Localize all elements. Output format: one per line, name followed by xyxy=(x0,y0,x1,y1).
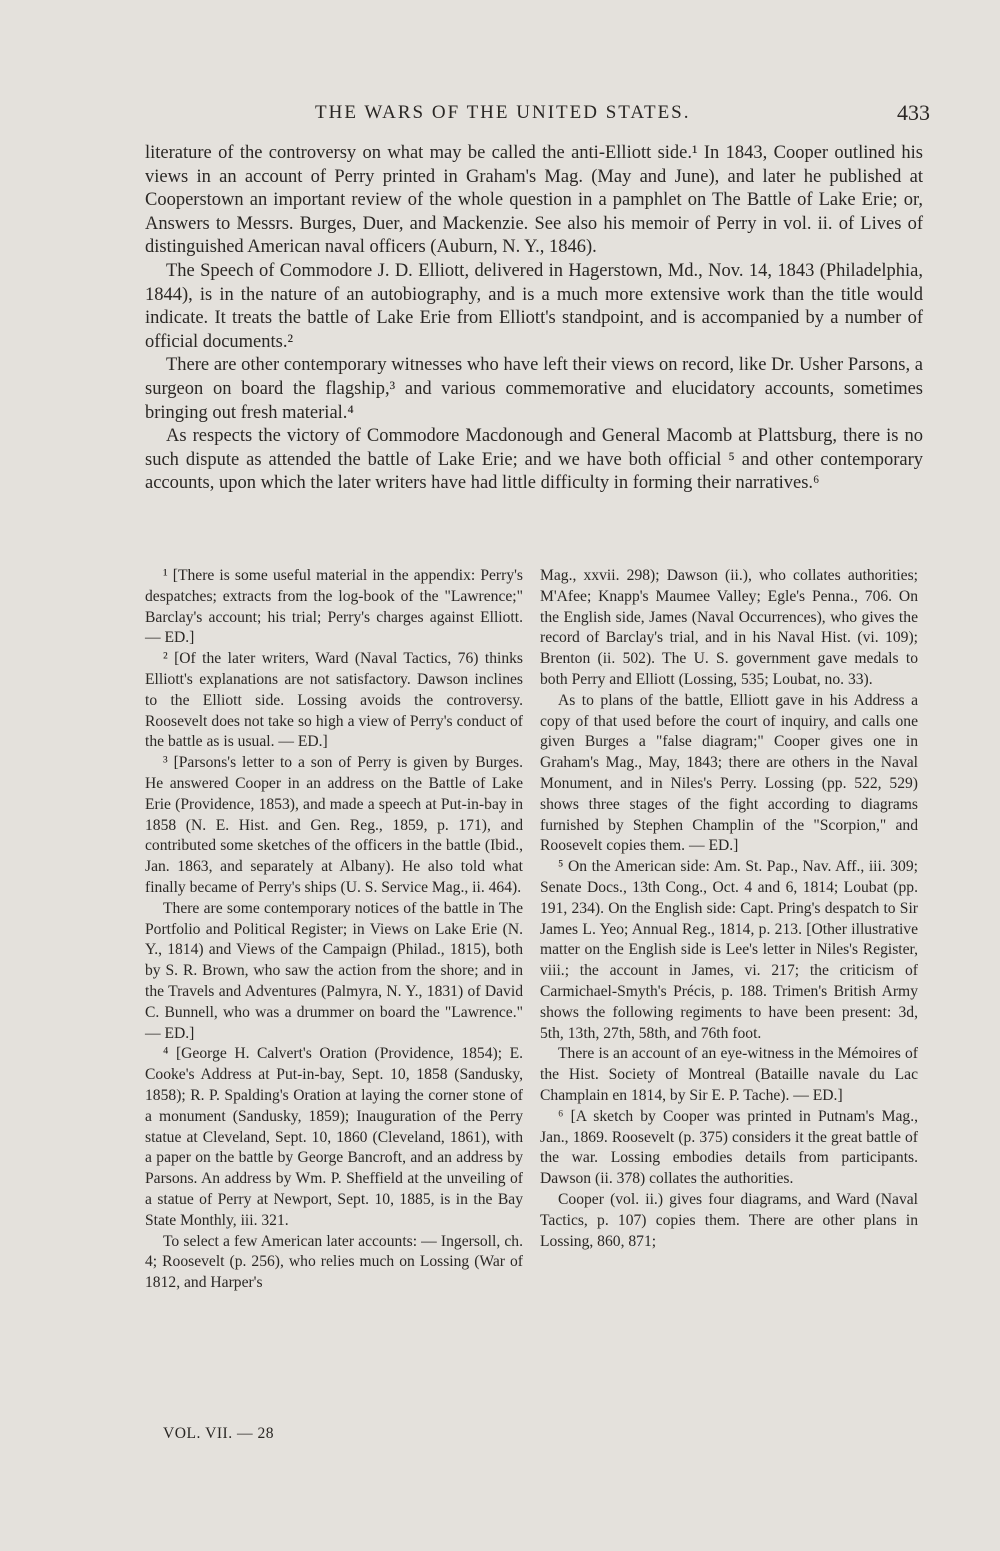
paragraph: There are other contemporary witnesses who have left their views on record, like Dr. Usher Parsons, a surgeon on board the flagship,³ and various commemorative and elucidatory accounts, sometimes bringing out fresh material.⁴ xyxy=(145,355,923,423)
signature-mark: VOL. VII. — 28 xyxy=(163,1425,275,1442)
main-text xyxy=(145,142,923,496)
page-number: 433 xyxy=(897,100,930,125)
footnote: ⁴ [George H. Calvert's Oration (Providence, 1854); E. Cooke's Address at Put-in-bay, Sept. 10, 1858 (Sandusky, 1858); R. P. Spalding's Oration at laying the corner stone of a monument (Sandusky, 1859); Inauguration of the Perry statue at Cleveland, Sept. 10, 1860 (Cleveland, 1861), with a paper on the battle by George Bancroft, and an address by Parsons. An address by Wm. P. Sheffield at the unveiling of a statue of Perry at Newport, Sept. 10, 1885, is in the Bay State Monthly, iii. 321. xyxy=(145,1045,523,1229)
footnote: There are some contemporary notices of the battle in The Portfolio and Political Register; in Views on Lake Erie (N. Y., 1814) and Views of the Campaign (Philad., 1815), both by S. R. Brown, who saw the action from the shore; and in the Travels and Adventures (Palmyra, N. Y., 1831) of David C. Bunnell, who was a drummer on board the "Lawrence." — ED.] xyxy=(145,899,523,1042)
footnote: To select a few American later accounts: — Ingersoll, ch. 4; Roosevelt (p. 256), who relies much on Lossing (War of 1812, and Harper's xyxy=(145,1232,523,1292)
footnote: ³ [Parsons's letter to a son of Perry is given by Burges. He answered Cooper in an address on the Battle of Lake Erie (Providence, 1853), and made a speech at Put-in-bay in 1858 (N. E. Hist. and Gen. Reg., 1859, p. 171), and contributed some sketches of the officers in the battle (Ibid., Jan. 1863, and separately at Albany). He also told what finally became of Perry's ships (U. S. Service Mag., ii. 464). xyxy=(145,754,523,896)
running-head xyxy=(145,102,930,132)
footnote: There is an account of an eye-witness in the Mémoires of the Hist. Society of Montreal (Bataille navale du Lac Champlain en 1814, by Sir E. P. Tache). — ED.] xyxy=(540,1045,918,1104)
paragraph: literature of the controversy on what may be called the anti-Elliott side.¹ In 1843, Cooper outlined his views in an account of Perry printed in Graham's Mag. (May and June), and later he published at Cooperstown an important review of the whole question in a pamphlet on The Battle of Lake Erie; or, Answers to Messrs. Burges, Duer, and Mackenzie. See also his memoir of Perry in vol. ii. of Lives of distinguished American naval officers (Auburn, N. Y., 1846). xyxy=(145,143,923,258)
footnote: ⁵ On the American side: Am. St. Pap., Nav. Aff., iii. 309; Senate Docs., 13th Cong., Oct. 4 and 6, 1814; Loubat (pp. 191, 234). On the English side: Capt. Pring's despatch to Sir James L. Yeo; Annual Reg., 1814, p. 213. [Other illustrative matter on the English side is Lee's letter in Niles's Register, viii.; the account in James, vi. 217; the criticism of Carmichael-Smyth's Précis, p. 188. Trimen's British Army shows the following regiments to have been present: 3d, 5th, 13th, 27th, 58th, and 76th foot. xyxy=(540,858,918,1042)
footnote: ² [Of the later writers, Ward (Naval Tactics, 76) thinks Elliott's explanations are not satisfactory. Dawson inclines to the Elliott side. Lossing avoids the controversy. Roosevelt does not take so high a view of Perry's conduct of the battle as is usual. — ED.] xyxy=(145,650,523,751)
paragraph: As respects the victory of Commodore Macdonough and General Macomb at Plattsburg, there is no such dispute as attended the battle of Lake Erie; and we have both official ⁵ and other contemporary accounts, upon which the later writers have had little difficulty in forming their narratives.⁶ xyxy=(145,426,923,494)
footnote: ¹ [There is some useful material in the appendix: Perry's despatches; extracts from the log-book of the "Lawrence;" Barclay's account; his trial; Perry's charges against Elliott. — ED.] xyxy=(145,567,523,647)
footnotes-left-column xyxy=(145,566,523,1294)
running-title: THE WARS OF THE UNITED STATES. xyxy=(315,102,691,123)
paragraph: The Speech of Commodore J. D. Elliott, delivered in Hagerstown, Md., Nov. 14, 1843 (Philadelphia, 1844), is in the nature of an autobiography, and is a much more extensive work than the title would indicate. It treats the battle of Lake Erie from Elliott's standpoint, and is accompanied by a number of official documents.² xyxy=(145,260,923,352)
footnote: Cooper (vol. ii.) gives four diagrams, and Ward (Naval Tactics, p. 107) copies them. There are other plans in Lossing, 860, 871; xyxy=(540,1190,918,1250)
footnotes-right-column xyxy=(540,566,918,1252)
footnote: As to plans of the battle, Elliott gave in his Address a copy of that used before the court of inquiry, and calls one given Burges a "false diagram;" Cooper gives one in Graham's Mag., May, 1843; there are others in the Naval Monument, and in Niles's Perry. Lossing (pp. 522, 529) shows three stages of the fight according to diagrams furnished by Stephen Champlin of the "Scorpion," and Roosevelt copies them. — ED.] xyxy=(540,691,918,855)
footnote: Mag., xxvii. 298); Dawson (ii.), who collates authorities; M'Afee; Knapp's Maumee Valley; Egle's Penna., 706. On the English side, James (Naval Occurrences), who gives the record of Barclay's trial, and in his Naval Hist. (vi. 109); Brenton (ii. 502). The U. S. government gave medals to both Perry and Elliott (Lossing, 535; Loubat, no. 33). xyxy=(540,567,918,688)
footnote: ⁶ [A sketch by Cooper was printed in Putnam's Mag., Jan., 1869. Roosevelt (p. 375) considers it the great battle of the war. Lossing embodies details from participants. Dawson (ii. 378) collates the authorities. xyxy=(540,1107,918,1188)
